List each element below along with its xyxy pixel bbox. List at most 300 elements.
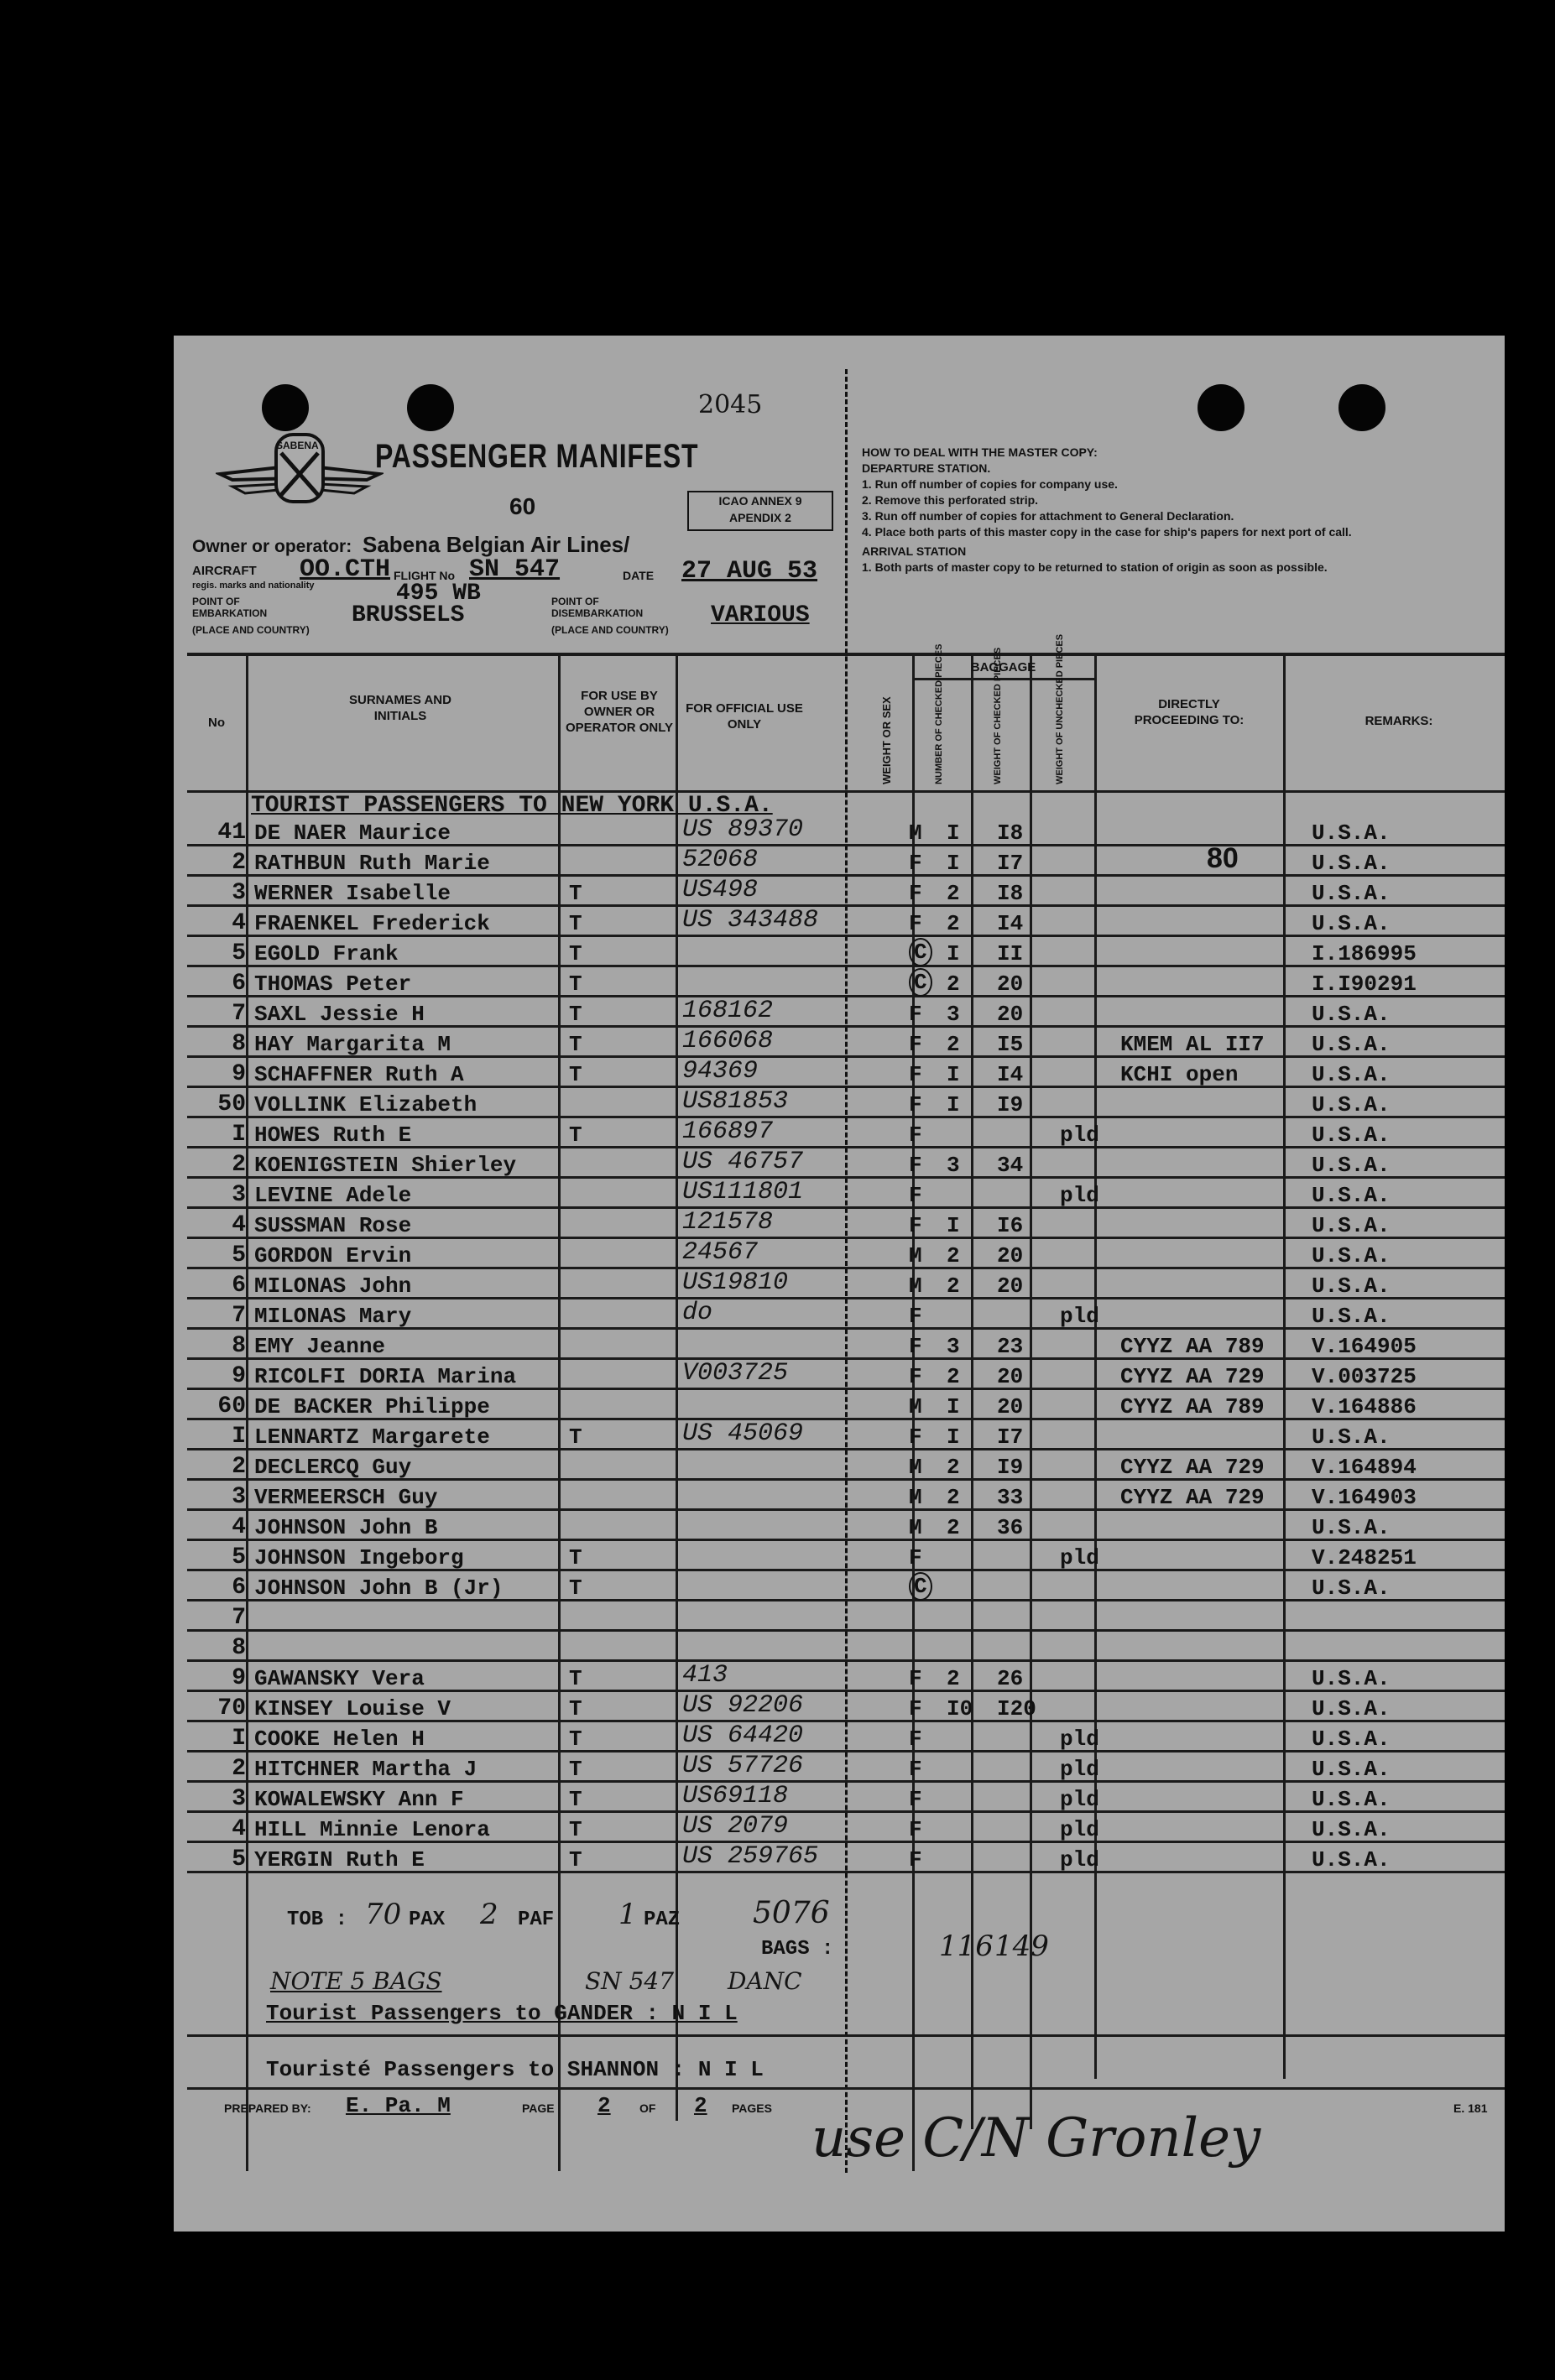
row-official: US 343488	[682, 906, 819, 935]
table-row	[187, 1359, 1505, 1389]
row-official: US 259765	[682, 1842, 819, 1871]
row-pieces: 2	[947, 1364, 960, 1389]
row-remarks: U.S.A.	[1312, 1696, 1391, 1721]
row-official: US69118	[682, 1782, 789, 1810]
table-row	[187, 815, 1505, 846]
row-remarks: U.S.A.	[1312, 1213, 1391, 1238]
row-name: JOHNSON John B	[254, 1515, 438, 1540]
row-unchecked: pld	[1060, 1787, 1099, 1812]
row-official: do	[682, 1299, 713, 1327]
row-name: HOWES Ruth E	[254, 1122, 412, 1148]
flight-label: FLIGHT No	[394, 569, 456, 582]
row-no: 3	[232, 1182, 246, 1208]
table-row	[187, 1631, 1505, 1661]
pages-label: PAGES	[732, 2101, 772, 2115]
row-sex: F	[909, 1847, 922, 1872]
row-remarks: U.S.A.	[1312, 1153, 1391, 1178]
row-no: 3	[232, 1786, 246, 1812]
row-sex: C	[909, 968, 932, 997]
row-name: RATHBUN Ruth Marie	[254, 851, 490, 876]
instructions	[862, 445, 1399, 575]
row-no: 7	[232, 1303, 246, 1329]
row-sex: M	[909, 1394, 922, 1419]
row-remarks: U.S.A.	[1312, 1757, 1391, 1782]
row-mark: T	[569, 941, 582, 966]
row-weight: I4	[997, 911, 1024, 936]
row-official: US 92206	[682, 1691, 804, 1720]
row-sex: F	[909, 1304, 922, 1329]
row-weight: I9	[997, 1455, 1024, 1480]
row-remarks: U.S.A.	[1312, 1424, 1391, 1450]
row-proceed: KCHI open	[1120, 1062, 1239, 1087]
manifest-title: PASSENGER MANIFEST	[375, 438, 699, 475]
col-owner-use: FOR USE BY OWNER OR OPERATOR ONLY	[565, 689, 674, 735]
row-remarks: U.S.A.	[1312, 851, 1391, 876]
row-weight: 20	[997, 1243, 1024, 1268]
disembark-value: VARIOUS	[711, 602, 810, 628]
totals-bags-pieces: 116	[939, 1930, 994, 1963]
punch-hole-3	[1198, 384, 1245, 431]
row-no: 2	[232, 1152, 246, 1178]
row-sex: F	[909, 851, 922, 876]
row-name: SUSSMAN Rose	[254, 1213, 412, 1238]
row-no: I	[232, 1122, 246, 1148]
table-row	[187, 1178, 1505, 1208]
row-sex: F	[909, 1424, 922, 1450]
row-no: 3	[232, 1484, 246, 1510]
row-mark: T	[569, 1666, 582, 1691]
row-name: KOWALEWSKY Ann F	[254, 1787, 464, 1812]
icao-line1: ICAO ANNEX 9	[718, 494, 802, 508]
row-name: GAWANSKY Vera	[254, 1666, 425, 1691]
row-mark: T	[569, 1424, 582, 1450]
section-title: TOURIST PASSENGERS TO NEW YORK U.S.A.	[251, 793, 773, 819]
embark-value: BRUSSELS	[352, 602, 465, 628]
row-pieces: 2	[947, 1273, 960, 1299]
row-unchecked: pld	[1060, 1183, 1099, 1208]
row-official: US 46757	[682, 1148, 804, 1176]
instr-a1: 1. Both parts of master copy to be returned to station of origin as soon as possible.	[862, 560, 1328, 574]
row-remarks: U.S.A.	[1312, 1304, 1391, 1329]
row-official: 94369	[682, 1057, 759, 1086]
row-remarks: U.S.A.	[1312, 1666, 1391, 1691]
row-weight: I8	[997, 881, 1024, 906]
form-code: E. 181	[1453, 2101, 1488, 2115]
row-weight: I7	[997, 851, 1024, 876]
row-official: 168162	[682, 997, 774, 1025]
row-weight: 33	[997, 1485, 1024, 1510]
row-official: US 57726	[682, 1752, 804, 1780]
row-remarks: U.S.A.	[1312, 1726, 1391, 1752]
instr-departure: DEPARTURE STATION.	[862, 461, 991, 475]
table-row	[187, 1148, 1505, 1178]
row-official: 166897	[682, 1117, 774, 1146]
row-official: US 45069	[682, 1419, 804, 1448]
row-remarks: V.164905	[1312, 1334, 1417, 1359]
instr-d1: 1. Run off number of copies for company use.	[862, 477, 1118, 491]
row-official: US 89370	[682, 815, 804, 844]
row-pieces: I	[947, 941, 960, 966]
col-official-use: FOR OFFICIAL USE ONLY	[686, 701, 803, 732]
row-weight: 20	[997, 1364, 1024, 1389]
totals-paz: PAZ	[644, 1909, 681, 1931]
of-label: OF	[639, 2101, 656, 2115]
row-pieces: 2	[947, 971, 960, 997]
totals-pax: PAX	[409, 1909, 446, 1931]
row-sex: F	[909, 1032, 922, 1057]
col-bag-1: NUMBER OF CHECKED PIECES	[934, 643, 944, 784]
row-sex: F	[909, 881, 922, 906]
row-mark: T	[569, 1817, 582, 1842]
row-pieces: I	[947, 1424, 960, 1450]
row-no: 2	[232, 1454, 246, 1480]
row-remarks: U.S.A.	[1312, 1032, 1391, 1057]
row-official: US19810	[682, 1268, 789, 1297]
totals-note-2: SN 547	[585, 1967, 675, 1995]
row-no: I	[232, 1424, 246, 1450]
row-no: 50	[217, 1091, 246, 1117]
row-mark: T	[569, 1787, 582, 1812]
row-sex: F	[909, 1183, 922, 1208]
date-value: 27 AUG 53	[681, 557, 818, 586]
row-no: 5	[232, 1544, 246, 1570]
row-name: VERMEERSCH Guy	[254, 1485, 438, 1510]
table-row	[187, 997, 1505, 1027]
totals-bags-weight: 149	[994, 1930, 1049, 1963]
row-weight: 26	[997, 1666, 1024, 1691]
logo-text: SABENA	[276, 440, 319, 451]
row-pieces: 3	[947, 1002, 960, 1027]
aircraft-sublabel: regis. marks and nationality	[192, 581, 315, 591]
row-name: THOMAS Peter	[254, 971, 412, 997]
row-sex: F	[909, 1787, 922, 1812]
row-sex: F	[909, 1817, 922, 1842]
row-sex: M	[909, 1455, 922, 1480]
row-remarks: U.S.A.	[1312, 1817, 1391, 1842]
table-row	[187, 1087, 1505, 1117]
row-weight: I20	[997, 1696, 1036, 1721]
table-row	[187, 1238, 1505, 1268]
instr-title: HOW TO DEAL WITH THE MASTER COPY:	[862, 445, 1098, 459]
row-mark: T	[569, 1545, 582, 1570]
row-pieces: 2	[947, 1032, 960, 1057]
table-row	[187, 876, 1505, 906]
page-value: 2	[597, 2093, 611, 2118]
row-proceed: KMEM AL II7	[1120, 1032, 1265, 1057]
table-row	[187, 1450, 1505, 1480]
row-weight: I5	[997, 1032, 1024, 1057]
row-no: 6	[232, 971, 246, 997]
table-row	[187, 1057, 1505, 1087]
row-unchecked: pld	[1060, 1757, 1099, 1782]
table-row	[187, 1721, 1505, 1752]
row-pieces: I0	[947, 1696, 973, 1721]
col-no: No	[208, 716, 225, 730]
totals-tob: TOB :	[287, 1909, 348, 1931]
row-sex: F	[909, 1334, 922, 1359]
totals-paf: PAF	[518, 1909, 555, 1931]
row-official: US 2079	[682, 1812, 789, 1841]
row-name: HILL Minnie Lenora	[254, 1817, 490, 1842]
row-unchecked: pld	[1060, 1545, 1099, 1570]
table-row	[187, 1480, 1505, 1510]
row-official: US81853	[682, 1087, 789, 1116]
row-name: LENNARTZ Margarete	[254, 1424, 490, 1450]
row-name: SCHAFFNER Ruth A	[254, 1062, 464, 1087]
col-proceeding: DIRECTLY PROCEEDING TO:	[1134, 697, 1245, 727]
row-no: 6	[232, 1575, 246, 1601]
row-mark: T	[569, 1847, 582, 1872]
row-remarks: U.S.A.	[1312, 911, 1391, 936]
aircraft-value: OO.CTH	[300, 555, 391, 584]
row-remarks: V.003725	[1312, 1364, 1417, 1389]
row-no: 5	[232, 940, 246, 966]
row-proceed: CYYZ AA 729	[1120, 1364, 1265, 1389]
row-sex: F	[909, 1002, 922, 1027]
row-weight: 36	[997, 1515, 1024, 1540]
doc-number: 2045	[698, 390, 763, 419]
row-weight: 20	[997, 1273, 1024, 1299]
row-pieces: I	[947, 1213, 960, 1238]
row-name: YERGIN Ruth E	[254, 1847, 425, 1872]
table-row	[187, 1540, 1505, 1570]
row-remarks: I.I90291	[1312, 971, 1417, 997]
table-row	[187, 842, 1505, 876]
prepared-value: E. Pa. M	[346, 2093, 451, 2118]
table-row	[187, 1329, 1505, 1359]
manifest-sheet	[174, 336, 1505, 2232]
row-name: KINSEY Louise V	[254, 1696, 451, 1721]
table-row	[187, 1661, 1505, 1691]
flight-value-2: 495 WB	[396, 581, 481, 607]
row-pieces: 2	[947, 1243, 960, 1268]
table-row	[187, 1570, 1505, 1601]
shannon-rule	[187, 2087, 1505, 2090]
row-official: V003725	[682, 1359, 789, 1388]
row-sex: C	[909, 1572, 932, 1601]
table-row	[187, 1299, 1505, 1329]
row-no: 4	[232, 1212, 246, 1238]
row-sex: F	[909, 911, 922, 936]
row-no: I	[232, 1726, 246, 1752]
row-official: 121578	[682, 1208, 774, 1237]
col-surnames: SURNAMES AND INITIALS	[349, 693, 451, 723]
row-weight: II	[997, 941, 1024, 966]
owner-value: Sabena Belgian Air Lines/	[363, 532, 630, 557]
row-official: US 64420	[682, 1721, 804, 1750]
row-name: LEVINE Adele	[254, 1183, 412, 1208]
row-mark: T	[569, 1032, 582, 1057]
row-unchecked: pld	[1060, 1847, 1099, 1872]
row-no: 70	[217, 1695, 246, 1721]
row-pieces: 2	[947, 1485, 960, 1510]
table-row	[187, 1268, 1505, 1299]
row-pieces: 2	[947, 911, 960, 936]
row-mark: T	[569, 971, 582, 997]
row-mark: T	[569, 1726, 582, 1752]
row-name: EMY Jeanne	[254, 1334, 386, 1359]
row-remarks: U.S.A.	[1312, 1847, 1391, 1872]
row-remarks: V.248251	[1312, 1545, 1417, 1570]
row-official: US498	[682, 876, 759, 904]
row-sex: M	[909, 820, 922, 846]
punch-hole-2	[407, 384, 454, 431]
row-sex: F	[909, 1062, 922, 1087]
row-proceed: CYYZ AA 729	[1120, 1485, 1265, 1510]
row-no: 9	[232, 1363, 246, 1389]
row-name: JOHNSON John B (Jr)	[254, 1575, 504, 1601]
row-name: WERNER Isabelle	[254, 881, 451, 906]
row-no: 8	[232, 1635, 246, 1661]
row-name: FRAENKEL Frederick	[254, 911, 490, 936]
row-weight: 20	[997, 971, 1024, 997]
embark-sub: (PLACE AND COUNTRY)	[192, 624, 310, 636]
row-remarks: U.S.A.	[1312, 881, 1391, 906]
punch-hole-4	[1338, 384, 1385, 431]
row-weight: I6	[997, 1213, 1024, 1238]
row-remarks: U.S.A.	[1312, 1243, 1391, 1268]
row-unchecked: pld	[1060, 1726, 1099, 1752]
row-no: 7	[232, 1001, 246, 1027]
totals-pax-count: 70	[365, 1898, 402, 1931]
table-row	[187, 1510, 1505, 1540]
row-no: 9	[232, 1061, 246, 1087]
row-remarks: U.S.A.	[1312, 1787, 1391, 1812]
row-no: 4	[232, 910, 246, 936]
row-no: 8	[232, 1333, 246, 1359]
row-remarks: U.S.A.	[1312, 1515, 1391, 1540]
row-no: 4	[232, 1514, 246, 1540]
row-no: 3	[232, 880, 246, 906]
row-no: 4	[232, 1816, 246, 1842]
row-name: MILONAS Mary	[254, 1304, 412, 1329]
flight-value: SN 547	[469, 555, 561, 584]
row-mark: T	[569, 1002, 582, 1027]
gander-rule	[187, 2034, 1505, 2037]
row-unchecked: pld	[1060, 1817, 1099, 1842]
row-remarks: U.S.A.	[1312, 1002, 1391, 1027]
row-sex: F	[909, 1122, 922, 1148]
table-row	[187, 1027, 1505, 1057]
row-name: GORDON Ervin	[254, 1243, 412, 1268]
table-row	[187, 1782, 1505, 1812]
row-mark: T	[569, 1696, 582, 1721]
disembark-sub: (PLACE AND COUNTRY)	[551, 624, 669, 636]
table-row	[187, 1691, 1505, 1721]
row-no: 8	[232, 1031, 246, 1057]
date-label: DATE	[623, 569, 655, 582]
row-name: EGOLD Frank	[254, 941, 399, 966]
col-bag-3: WEIGHT OF UNCHECKED PIECES	[1055, 633, 1065, 784]
page-label: PAGE	[522, 2101, 555, 2115]
col-weight-sex: WEIGHT OR SEX	[880, 696, 893, 784]
row-remarks: U.S.A.	[1312, 820, 1391, 846]
instr-arrival: ARRIVAL STATION	[862, 544, 967, 558]
row-proceed: CYYZ AA 789	[1120, 1334, 1265, 1359]
row-unchecked: pld	[1060, 1304, 1099, 1329]
row-sex: F	[909, 1757, 922, 1782]
row-no: 5	[232, 1846, 246, 1872]
row-weight: 34	[997, 1153, 1024, 1178]
row-remarks: V.164886	[1312, 1394, 1417, 1419]
row-no: 6	[232, 1273, 246, 1299]
table-row	[187, 1812, 1505, 1842]
col-baggage: BAGGAGE	[970, 660, 1036, 674]
row-pieces: 3	[947, 1334, 960, 1359]
row-sex: F	[909, 1092, 922, 1117]
shannon-line: Touristé Passengers to SHANNON : N I L	[266, 2057, 764, 2082]
totals-bags-label: BAGS :	[761, 1938, 834, 1961]
instr-d2: 2. Remove this perforated strip.	[862, 493, 1039, 507]
row-pieces: I	[947, 1092, 960, 1117]
row-name: MILONAS John	[254, 1273, 412, 1299]
row-sex: F	[909, 1666, 922, 1691]
row-name: DECLERCQ Guy	[254, 1455, 412, 1480]
row-official: 24567	[682, 1238, 759, 1267]
row-pieces: I	[947, 1062, 960, 1087]
row-weight: I9	[997, 1092, 1024, 1117]
icao-line2: APENDIX 2	[729, 511, 791, 524]
row-sex: M	[909, 1485, 922, 1510]
row-remarks: U.S.A.	[1312, 1122, 1391, 1148]
row-no: 41	[217, 820, 246, 846]
row-mark: T	[569, 1757, 582, 1782]
table-row	[187, 1419, 1505, 1450]
row-name: JOHNSON Ingeborg	[254, 1545, 464, 1570]
row-no: 7	[232, 1605, 246, 1631]
row-official: 166068	[682, 1027, 774, 1055]
row-pieces: 2	[947, 1666, 960, 1691]
row-official: US111801	[682, 1178, 804, 1206]
row-sex: F	[909, 1545, 922, 1570]
row-remarks: U.S.A.	[1312, 1575, 1391, 1601]
row-sex: F	[909, 1213, 922, 1238]
row-sex: F	[909, 1726, 922, 1752]
totals-paz-count: 1	[618, 1898, 637, 1931]
row-sex: M	[909, 1515, 922, 1540]
row-sex: F	[909, 1696, 922, 1721]
aircraft-label: AIRCRAFT	[192, 564, 257, 578]
table-row	[187, 906, 1505, 936]
signature: use C/N Gronley	[811, 2107, 1261, 2169]
row-remarks: U.S.A.	[1312, 1183, 1391, 1208]
row-name: DE BACKER Philippe	[254, 1394, 490, 1419]
instr-d3: 3. Run off number of copies for attachment to General Declaration.	[862, 509, 1234, 523]
row-proceed: CYYZ AA 789	[1120, 1394, 1265, 1419]
totals-note-3: DANC	[728, 1967, 802, 1995]
row-unchecked: pld	[1060, 1122, 1099, 1148]
row-official: 413	[682, 1661, 728, 1690]
row-name: RICOLFI DORIA Marina	[254, 1364, 517, 1389]
row-sex: F	[909, 1153, 922, 1178]
row-pieces: 2	[947, 881, 960, 906]
table-row	[187, 1208, 1505, 1238]
row-weight: 20	[997, 1002, 1024, 1027]
row-no: 2	[232, 850, 246, 876]
row-mark: T	[569, 1122, 582, 1148]
table-row	[187, 936, 1505, 966]
prepared-label: PREPARED BY:	[224, 2101, 311, 2115]
disembark-label: POINT OF DISEMBARKATION	[551, 596, 644, 619]
of-value: 2	[694, 2093, 707, 2118]
col-bag-2: WEIGHT OF CHECKED PIECES	[993, 647, 1003, 784]
row-mark: T	[569, 1062, 582, 1087]
row-remarks: U.S.A.	[1312, 1273, 1391, 1299]
row-weight: I4	[997, 1062, 1024, 1087]
punch-hole-1	[262, 384, 309, 431]
row-name: HAY Margarita M	[254, 1032, 451, 1057]
totals-paf-count: 2	[480, 1898, 498, 1931]
